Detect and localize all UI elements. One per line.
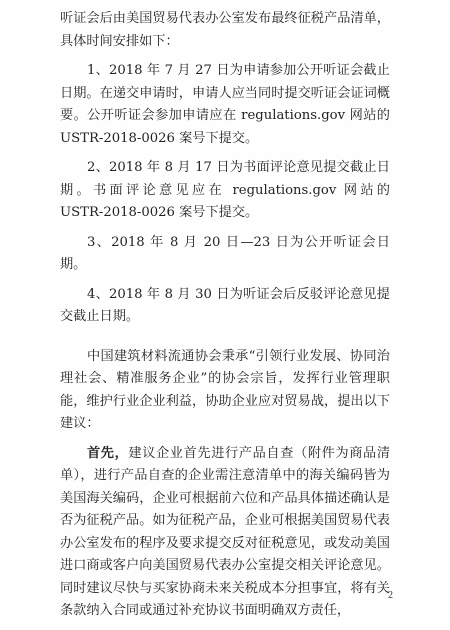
page-number: 2 [388, 590, 393, 601]
first-body-text: 建议企业首先进行产品自查（附件为商品清单），进行产品自查的企业需注意清单中的海关编码皆为美国海关编码，企业可根据前六位和产品具体描述确认是否为征税产品。如为征税产品，企业可根据美国贸易代表办公室发布的程序及要求提交反对征税意见，或发动美国进口商或客户向美国贸易代表办公室提交相关评论意见。同时建议尽快与买家协商未来关税成本分担事宜，将有关条款纳入合同或通过补充协议书面明确双方责任， [60, 445, 391, 618]
paragraph-first-recommendation [60, 443, 390, 623]
paragraph-association: 中国建筑材料流通协会秉承“引领行业发展、协同治理社会、精准服务企业”的协会宗旨，发挥行业管理职能，维护行业企业利益，协助企业应对贸易战，提出以下建议： [60, 348, 390, 431]
paragraph-item-2: 2、2018 年 8 月 17 日为书面评论意见提交截止日期。书面评论意见应在 regulations.gov 网站的 USTR-2018-0026 案号下提交。 [60, 160, 390, 220]
paragraph-intro: 听证会后由美国贸易代表办公室发布最终征税产品清单，具体时间安排如下： [60, 11, 390, 49]
document-body [60, 8, 390, 630]
paragraph-gap [60, 336, 390, 346]
paragraph-item-4: 4、2018 年 8 月 30 日为听证会后反驳评论意见提交截止日期。 [60, 286, 390, 324]
paragraph-item-1: 1、2018 年 7 月 27 日为申请参加公开听证会截止日期。在递交申请时，申请人应当同时提交听证会证词概要。公开听证会参加申请应在 regulations.gov 网站的 USTR-2018-0026 案号下提交。 [60, 63, 390, 146]
paragraph-item-3: 3、2018 年 8 月 20 日—23 日为公开听证会日期。 [60, 234, 390, 272]
first-lead-text: 首先， [87, 445, 129, 461]
